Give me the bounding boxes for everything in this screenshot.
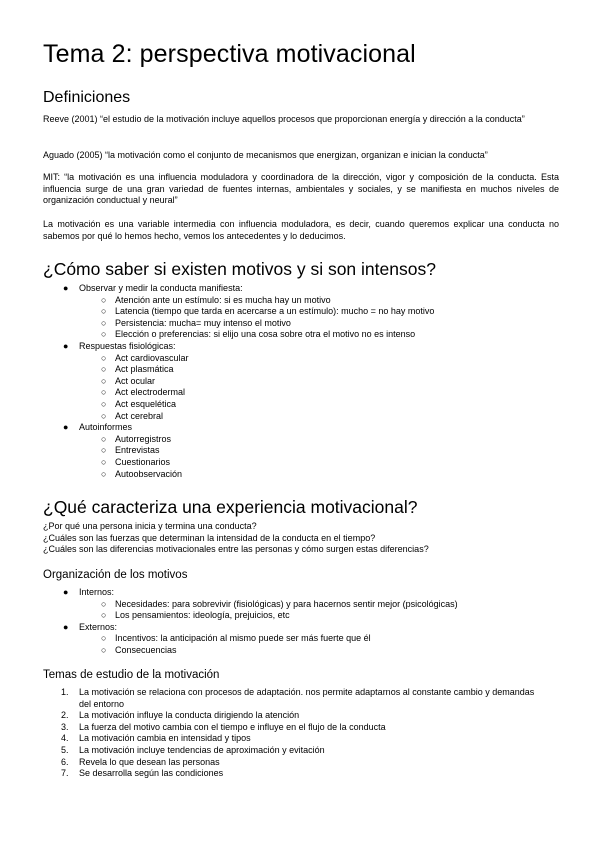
- circle-bullet-icon: ○: [101, 445, 107, 456]
- circle-bullet-icon: ○: [101, 433, 107, 444]
- list-number: 4.: [61, 733, 69, 744]
- organizacion-list: [43, 587, 458, 657]
- list-item: 5. La motivación incluye tendencias de aproximación y evitación: [61, 744, 325, 755]
- circle-bullet-icon: ○: [101, 317, 107, 328]
- circle-bullet-icon: ○: [101, 644, 107, 655]
- circle-bullet-icon: ○: [101, 598, 107, 609]
- list-item: ○ Act cardiovascular: [101, 352, 189, 363]
- list-item: ○ Autoobservación: [101, 468, 183, 479]
- circle-bullet-icon: ○: [101, 610, 107, 621]
- list-item: ● Externos:: [63, 621, 118, 632]
- circle-bullet-icon: ○: [101, 398, 107, 409]
- list-item: 3. La fuerza del motivo cambia con el tiempo e influye en el flujo de la conducta: [61, 721, 386, 732]
- list-item: ○ Act electrodermal: [101, 387, 186, 398]
- bullet-icon: ●: [63, 587, 69, 597]
- caracteriza-heading: ¿Qué caracteriza una experiencia motivacional?: [43, 497, 418, 517]
- list-item: 6. Revela lo que desean las personas: [61, 756, 220, 767]
- list-item: ○ Persistencia: mucha= muy intenso el motivo: [101, 317, 291, 328]
- list-item: ○ Act esquelética: [101, 398, 177, 409]
- list-item: ○ Entrevistas: [101, 445, 160, 456]
- list-item: ○ Los pensamientos: ideología, prejuicios, etc: [101, 610, 290, 621]
- list-item: ○ Cuestionarios: [101, 456, 171, 467]
- temas-heading: Temas de estudio de la motivación: [43, 669, 220, 681]
- definition-mit: MIT: “la motivación es una influencia moduladora y coordinadora de la dirección, vigor y composición de la conducta. Esta influencia surge de una gran variedad de fuentes internas, ambientales y sociales, y se manifiesta en muchos niveles de organización conductual y neural”: [43, 172, 559, 205]
- circle-bullet-icon: ○: [101, 410, 107, 421]
- list-item: ● Observar y medir la conducta manifiesta:: [63, 283, 243, 293]
- list-item: ○ Incentivos: la anticipación al mismo puede ser más fuerte que él: [101, 633, 371, 644]
- circle-bullet-icon: ○: [101, 352, 107, 363]
- definition-reeve: Reeve (2001) “el estudio de la motivación incluye aquellos procesos que proporcionan energía y dirección a la conducta”: [43, 114, 525, 124]
- circle-bullet-icon: ○: [101, 387, 107, 398]
- list-item: 4. La motivación cambia en intensidad y tipos: [61, 733, 251, 744]
- temas-list: [43, 687, 543, 780]
- definiciones-heading: Definiciones: [43, 89, 131, 106]
- list-item: ○ Atención ante un estímulo: si es mucha hay un motivo: [101, 294, 331, 305]
- list-number: 7.: [61, 768, 69, 779]
- bullet-icon: ●: [63, 340, 69, 351]
- bullet-icon: ●: [63, 283, 69, 293]
- list-item: ● Autoinformes: [63, 422, 133, 433]
- list-item: ○ Elección o preferencias: si elijo una cosa sobre otra el motivo no es intenso: [101, 329, 416, 340]
- question-2: ¿Cuáles son las fuerzas que determinan la intensidad de la conducta en el tiempo?: [43, 532, 376, 543]
- list-number: 2.: [61, 710, 69, 721]
- list-item: ● Respuestas fisiológicas:: [63, 340, 176, 351]
- page-title: Tema 2: perspectiva motivacional: [43, 40, 416, 68]
- circle-bullet-icon: ○: [101, 329, 107, 340]
- list-item: 7. Se desarrolla según las condiciones: [61, 768, 224, 779]
- list-item: ○ Act cerebral: [101, 410, 164, 421]
- list-item: ○ Consecuencias: [101, 644, 177, 655]
- list-number: 1.: [61, 687, 69, 697]
- list-item: ● Internos:: [63, 587, 115, 597]
- list-item: ○ Act ocular: [101, 375, 156, 386]
- list-item: 1. La motivación se relaciona con procesos de adaptación. nos permite adaptarnos al constante cambio y demandas del entorno: [61, 687, 535, 709]
- circle-bullet-icon: ○: [101, 364, 107, 375]
- list-number: 3.: [61, 721, 69, 732]
- circle-bullet-icon: ○: [101, 375, 107, 386]
- circle-bullet-icon: ○: [101, 468, 107, 479]
- definition-variable-intermedia: La motivación es una variable intermedia con influencia moduladora, es decir, cuando queremos explicar una conducta no sabemos por qué lo hemos hecho, vemos los antecedentes y lo deducimos.: [43, 219, 559, 241]
- list-item: ○ Act plasmática: [101, 364, 174, 375]
- bullet-icon: ●: [63, 621, 69, 632]
- como-saber-list: [43, 283, 434, 480]
- list-item: ○ Latencia (tiempo que tarda en acercarse a un estímulo): mucho = no hay motivo: [101, 306, 435, 317]
- question-3: ¿Cuáles son las diferencias motivacionales entre las personas y cómo surgen estas diferencias?: [43, 544, 429, 554]
- circle-bullet-icon: ○: [101, 456, 107, 467]
- list-number: 6.: [61, 756, 69, 767]
- bullet-icon: ●: [63, 422, 69, 433]
- list-item: 2. La motivación influye la conducta dirigiendo la atención: [61, 710, 300, 721]
- list-item: ○ Autorregistros: [101, 433, 172, 444]
- list-number: 5.: [61, 744, 69, 755]
- organizacion-heading: Organización de los motivos: [43, 569, 188, 581]
- list-item: ○ Necesidades: para sobrevivir (fisiológicas) y para hacernos sentir mejor (psicológicas): [101, 598, 458, 609]
- circle-bullet-icon: ○: [101, 633, 107, 644]
- como-saber-heading: ¿Cómo saber si existen motivos y si son intensos?: [43, 259, 436, 279]
- circle-bullet-icon: ○: [101, 306, 107, 317]
- question-1: ¿Por qué una persona inicia y termina una conducta?: [43, 521, 257, 531]
- circle-bullet-icon: ○: [101, 294, 107, 305]
- definition-aguado: Aguado (2005) “la motivación como el conjunto de mecanismos que energizan, organizan e inician la conducta”: [43, 150, 488, 160]
